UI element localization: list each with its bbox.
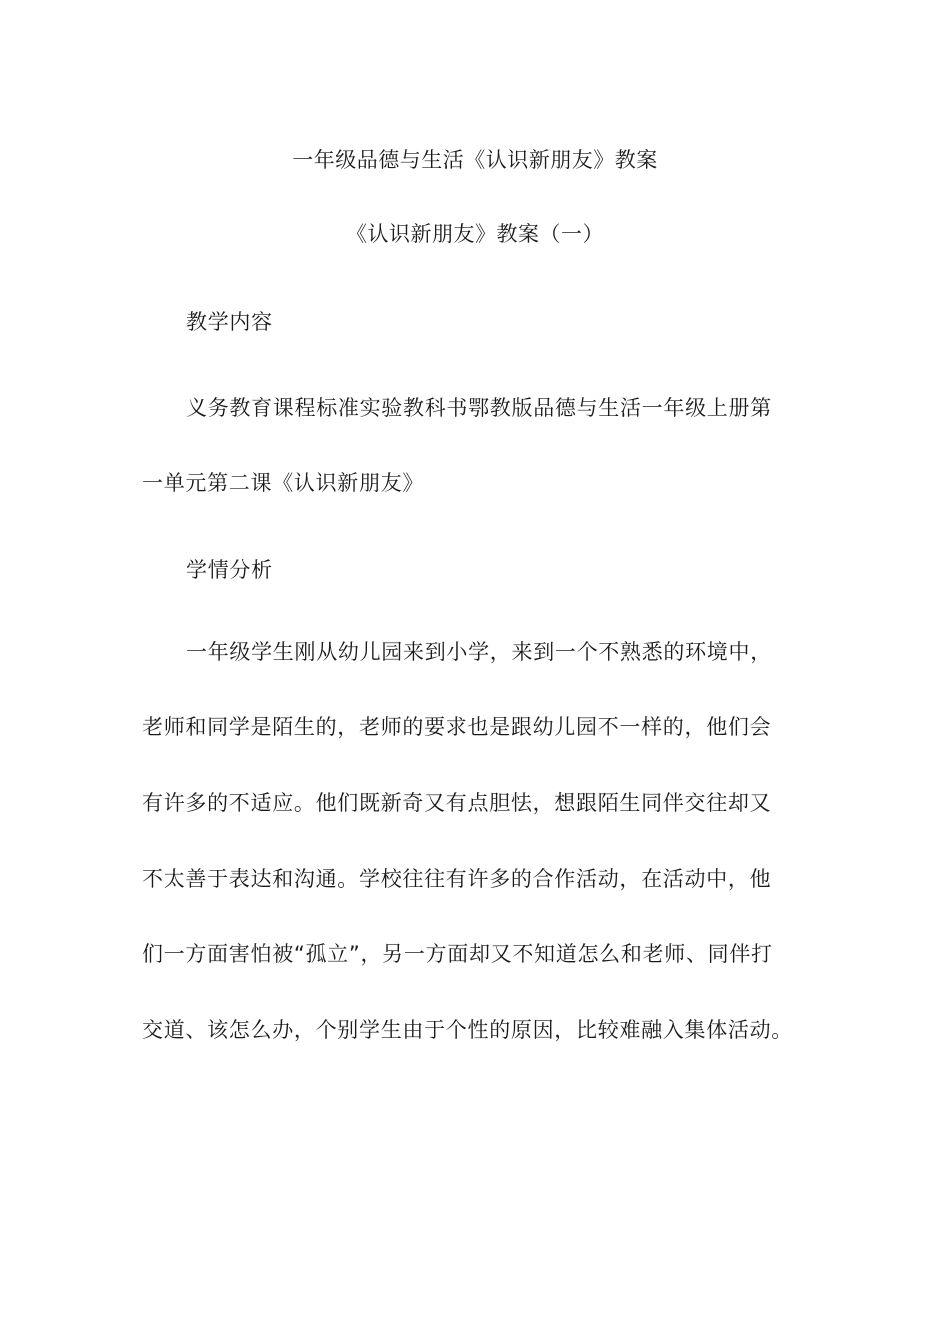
- paragraph-line: 一年级学生刚从幼儿园来到小学，来到一个不熟悉的环境中，: [186, 640, 772, 664]
- section-heading-student-analysis: 学情分析: [186, 558, 273, 582]
- paragraph-line: 义务教育课程标准实验教科书鄂教版品德与生活一年级上册第: [186, 396, 772, 420]
- paragraph-line: 一单元第二课《认识新朋友》: [142, 471, 425, 495]
- paragraph-line: 交道、该怎么办，个别学生由于个性的原因，比较难融入集体活动。: [142, 1018, 793, 1042]
- document-title: 一年级品德与生活《认识新朋友》教案: [292, 148, 658, 172]
- section-heading-teaching-content: 教学内容: [186, 310, 273, 334]
- paragraph-line: 们一方面害怕被“孤立”，另一方面却又不知道怎么和老师、同伴打: [142, 942, 773, 966]
- paragraph-line: 不太善于表达和沟通。学校往往有许多的合作活动，在活动中，他: [142, 867, 772, 891]
- paragraph-line: 老师和同学是陌生的，老师的要求也是跟幼儿园不一样的，他们会: [142, 715, 772, 739]
- document-subtitle: 《认识新朋友》教案（一）: [346, 222, 604, 246]
- paragraph-line: 有许多的不适应。他们既新奇又有点胆怯，想跟陌生同伴交往却又: [142, 791, 772, 815]
